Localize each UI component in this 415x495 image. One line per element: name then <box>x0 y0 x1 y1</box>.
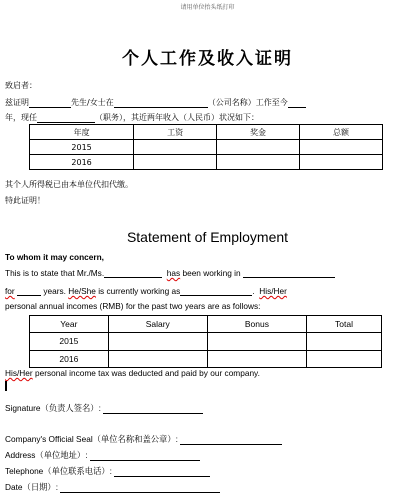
en-tax-his-her: His/Her <box>5 368 33 378</box>
table-row <box>30 155 383 170</box>
year-cell: 2015 <box>30 333 109 350</box>
total-cell[interactable] <box>307 350 382 367</box>
en-his-her: His/Her <box>259 286 287 296</box>
salary-cell[interactable] <box>134 140 217 155</box>
salary-cell[interactable] <box>134 155 217 170</box>
en-company-blank[interactable] <box>243 269 335 278</box>
cn-line2-suffix: （职务），其近两年收入（人民币）状况如下： <box>95 113 259 122</box>
signature-line <box>5 402 203 414</box>
header-salary: 工资 <box>134 125 217 140</box>
address-label: Address（单位地址）: <box>5 450 88 460</box>
cn-tax-note: 其个人所得税已由本单位代扣代缴。 <box>5 180 133 189</box>
year-cell: 2015 <box>30 140 134 155</box>
table-row <box>30 140 383 155</box>
header-total: Total <box>307 316 382 333</box>
date-blank[interactable] <box>60 484 220 493</box>
english-title: Statement of Employment <box>126 229 289 245</box>
header-bonus: Bonus <box>207 316 306 333</box>
header-salary: Salary <box>108 316 207 333</box>
address-blank[interactable] <box>90 452 200 461</box>
seal-label: Company's Official Seal（单位名称和盖公章）: <box>5 434 178 444</box>
cn-greeting: 致启者： <box>5 81 37 90</box>
total-cell[interactable] <box>307 333 382 350</box>
company-blank[interactable] <box>114 99 208 108</box>
position-blank[interactable] <box>37 114 95 123</box>
salary-cell[interactable] <box>108 333 207 350</box>
date-line <box>5 481 220 493</box>
table-row <box>30 333 382 350</box>
en-income-table <box>29 315 382 368</box>
cn-line-1 <box>5 97 306 108</box>
en-salutation: To whom it may concern, <box>5 252 104 262</box>
header-year: Year <box>30 316 109 333</box>
date-label: Date（日期）: <box>5 482 59 492</box>
en-line1-suffix: been working in <box>180 268 241 278</box>
en-tax-note <box>5 368 260 378</box>
en-line1-prefix: This is to state that Mr./Ms. <box>5 268 105 278</box>
chinese-title: 个人工作及收入证明 <box>122 49 293 69</box>
cn-income-table <box>29 124 383 170</box>
header-total: 总额 <box>300 125 383 140</box>
en-years-blank[interactable] <box>17 287 41 296</box>
en-tax-text: personal income tax was deducted and paid by our company. <box>32 368 260 378</box>
salary-cell[interactable] <box>108 350 207 367</box>
en-he-she: He/She <box>68 286 96 296</box>
en-position-blank[interactable] <box>180 286 255 296</box>
name-blank[interactable] <box>29 99 71 108</box>
bonus-cell[interactable] <box>207 350 306 367</box>
telephone-line <box>5 465 210 477</box>
table-row <box>30 350 382 367</box>
en-years-word: years. <box>43 286 66 296</box>
bonus-cell[interactable] <box>207 333 306 350</box>
en-line-2 <box>5 286 287 296</box>
en-line-3: personal annual incomes (RMB) for the past two years are as follows: <box>5 301 261 311</box>
en-working-as: is currently working as <box>95 286 181 296</box>
print-instruction-note: 请用单位抬头纸打印 <box>180 4 235 11</box>
text-cursor <box>5 381 7 391</box>
en-period: . <box>252 286 255 296</box>
years-blank[interactable] <box>288 99 306 108</box>
seal-blank[interactable] <box>180 436 282 445</box>
cn-closing: 特此证明！ <box>5 196 45 205</box>
cn-line-2 <box>5 112 259 123</box>
cn-line1-suffix: （公司名称）工作至今 <box>207 98 288 107</box>
en-has-word: has <box>166 268 181 278</box>
en-name-blank[interactable] <box>104 269 162 278</box>
header-year: 年度 <box>30 125 134 140</box>
bonus-cell[interactable] <box>217 155 300 170</box>
cn-line1-mid: 先生/女士在 <box>71 98 114 107</box>
telephone-blank[interactable] <box>114 468 210 477</box>
cn-line2-prefix: 年，现任 <box>5 113 37 122</box>
year-cell: 2016 <box>30 350 109 367</box>
year-cell: 2016 <box>30 155 134 170</box>
telephone-label: Telephone（单位联系电话）: <box>5 466 112 476</box>
cn-line1-prefix: 兹证明 <box>5 98 29 107</box>
en-line-1 <box>5 268 335 278</box>
signature-blank[interactable] <box>103 405 203 414</box>
table-header-row <box>30 316 382 333</box>
address-line <box>5 449 200 461</box>
bonus-cell[interactable] <box>217 140 300 155</box>
total-cell[interactable] <box>300 155 383 170</box>
seal-line <box>5 433 282 445</box>
en-for-word: for <box>5 286 15 296</box>
header-bonus: 奖金 <box>217 125 300 140</box>
table-header-row <box>30 125 383 140</box>
signature-label: Signature（负责人签名）: <box>5 403 101 413</box>
total-cell[interactable] <box>300 140 383 155</box>
